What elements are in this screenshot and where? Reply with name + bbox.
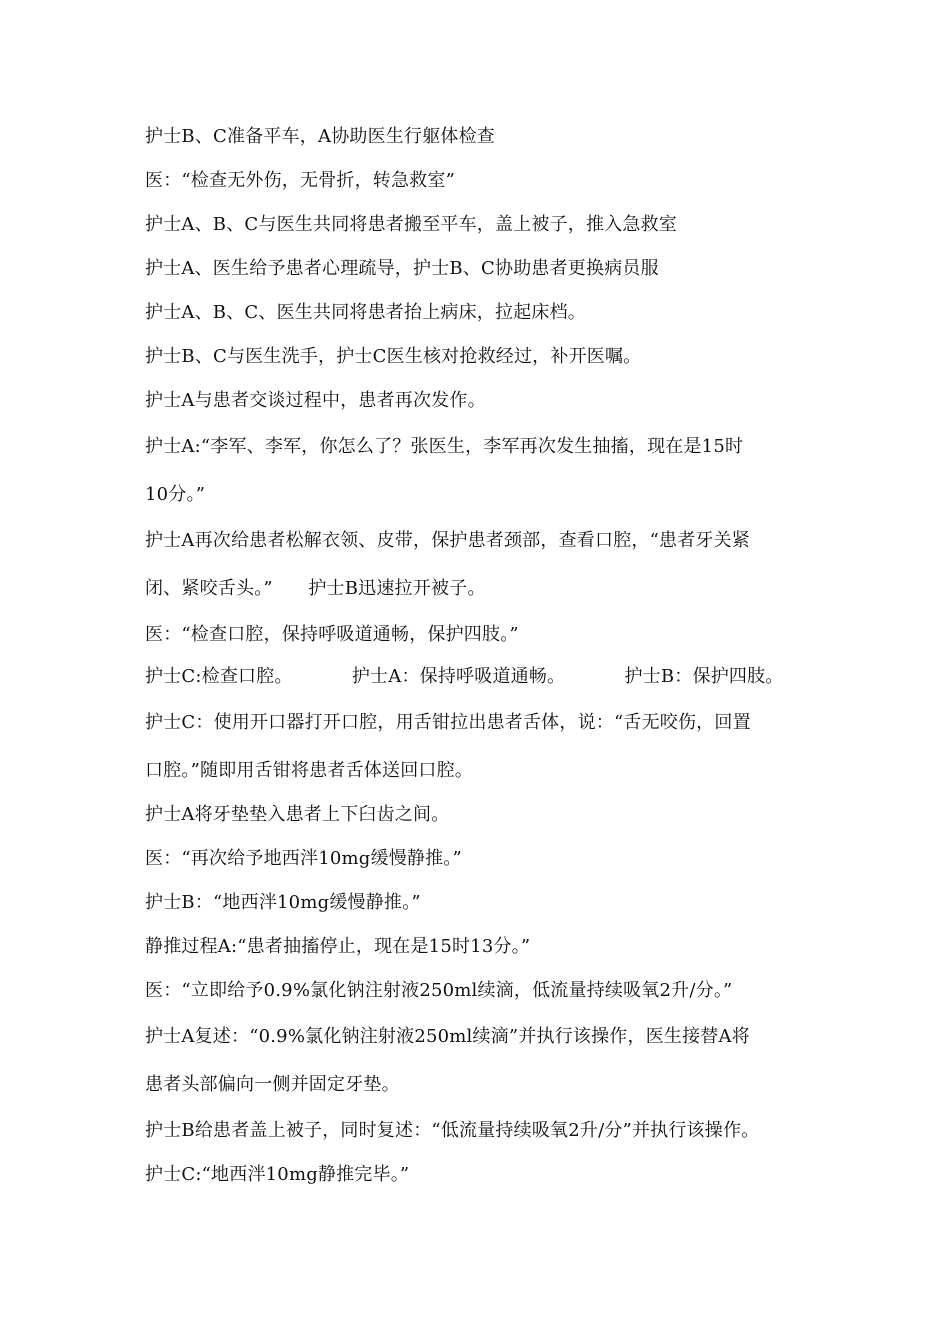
text-line-14: 护士C：使用开口器打开口腔，用舌钳拉出患者舌体，说：“舌无咬伤，回置 xyxy=(145,712,751,733)
text-line-24: 护士C:“地西泮10mg静推完毕。” xyxy=(145,1164,410,1185)
text-line-6: 护士B、C与医生洗手，护士C医生核对抢救经过，补开医嘱。 xyxy=(145,346,642,367)
text-line-23: 护士B给患者盖上被子，同时复述：“低流量持续吸氧2升/分”并执行该操作。 xyxy=(145,1120,760,1141)
text-line-18: 护士B：“地西泮10mg缓慢静推。” xyxy=(145,892,421,913)
text-line-5: 护士A、B、C、医生共同将患者抬上病床，拉起床档。 xyxy=(145,302,586,323)
text-line-4: 护士A、医生给予患者心理疏导，护士B、C协助患者更换病员服 xyxy=(145,258,659,279)
text-line-1: 护士B、C准备平车，A协助医生行躯体检查 xyxy=(145,126,495,147)
text-line-8: 护士A:“李军、李军，你怎么了？张医生，李军再次发生抽搐，现在是15时 xyxy=(145,436,744,457)
text-line-10: 护士A再次给患者松解衣领、皮带，保护患者颈部，查看口腔，“患者牙关紧 xyxy=(145,530,750,551)
text-line-22: 患者头部偏向一侧并固定牙垫。 xyxy=(145,1074,400,1095)
text-line-2: 医：“检查无外伤，无骨折，转急救室” xyxy=(145,170,456,191)
text-line-9: 10分。” xyxy=(145,484,206,505)
text-line-7: 护士A与患者交谈过程中，患者再次发作。 xyxy=(145,390,486,411)
text-line-19: 静推过程A:“患者抽搐停止，现在是15时13分。” xyxy=(145,936,531,957)
text-line-20: 医：“立即给予0.9%氯化钠注射液250ml续滴，低流量持续吸氧2升/分。” xyxy=(145,980,733,1001)
text-line-15: 口腔。”随即用舌钳将患者舌体送回口腔。 xyxy=(145,760,474,781)
text-line-13: 护士C:检查口腔。 护士A：保持呼吸道通畅。 护士B：保护四肢。 xyxy=(145,666,784,687)
text-line-17: 医：“再次给予地西泮10mg缓慢静推。” xyxy=(145,848,462,869)
text-line-3: 护士A、B、C与医生共同将患者搬至平车，盖上被子，推入急救室 xyxy=(145,214,677,235)
text-line-12: 医：“检查口腔，保持呼吸道通畅，保护四肢。” xyxy=(145,624,519,645)
text-line-16: 护士A将牙垫垫入患者上下臼齿之间。 xyxy=(145,804,450,825)
text-line-11: 闭、紧咬舌头。” 护士B迅速拉开被子。 xyxy=(145,578,486,599)
text-line-21: 护士A复述：“0.9%氯化钠注射液250ml续滴”并执行该操作，医生接替A将 xyxy=(145,1026,750,1047)
